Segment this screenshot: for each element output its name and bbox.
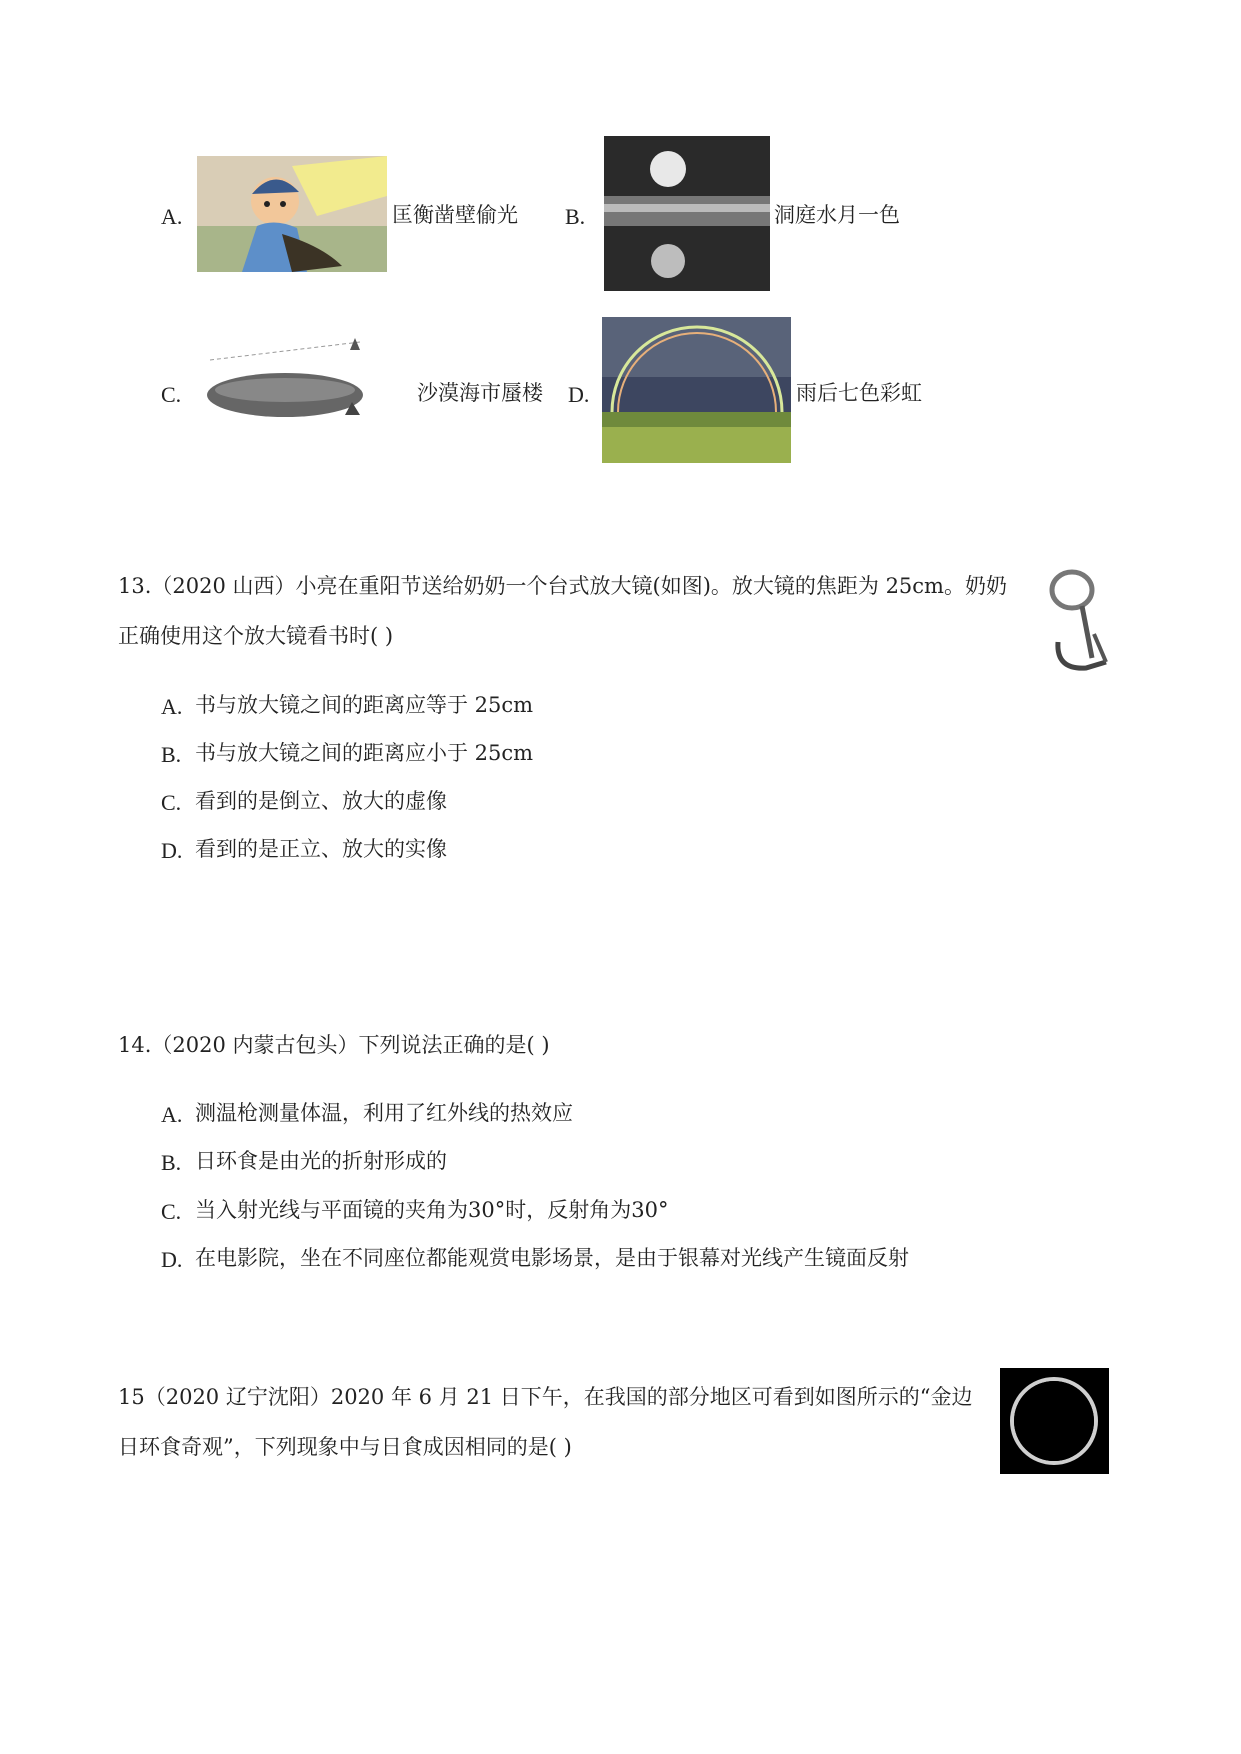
q12-option-d-image [602,317,791,463]
q12-option-d-letter: D. [568,382,590,407]
q12-option-a-letter: A. [161,204,183,229]
q13-option-d-text: 看到的是正立、放大的实像 [195,837,447,861]
q12-option-a-image [197,156,387,272]
q13-option-c-letter: C. [161,790,182,815]
q12-option-c-text: 沙漠海市蜃楼 [417,381,543,405]
q14-option-c-text: 当入射光线与平面镜的夹角为30°时，反射角为30° [195,1198,669,1222]
q12-option-b-image [604,136,770,291]
q14-option-a-text: 测温枪测量体温，利用了红外线的热效应 [195,1101,573,1125]
q14-option-c-letter: C. [161,1199,182,1224]
q15-solar-eclipse-image [1000,1368,1109,1474]
q13-stem-line2: 正确使用这个放大镜看书时( ) [118,624,394,648]
q14-option-d-letter: D. [161,1247,183,1272]
q12-option-a-text: 匡衡凿壁偷光 [392,203,518,227]
q13-option-a-text: 书与放大镜之间的距离应等于 25cm [195,693,534,717]
q13-option-a-letter: A. [161,694,183,719]
q15-stem-line1: 15（2020 辽宁沈阳）2020 年 6 月 21 日下午，在我国的部分地区可看到如图所示的“金边 [118,1385,973,1409]
q14-option-b-letter: B. [161,1150,182,1175]
q14-option-b-text: 日环食是由光的折射形成的 [195,1149,447,1173]
q13-option-b-letter: B. [161,742,182,767]
q14-stem: 14.（2020 内蒙古包头）下列说法正确的是( ) [118,1033,550,1057]
q12-option-c-image [190,330,390,460]
q13-magnifier-image [1048,562,1112,676]
q13-stem-line1: 13.（2020 山西）小亮在重阳节送给奶奶一个台式放大镜(如图)。放大镜的焦距为 25cm。奶奶 [118,574,1007,598]
q15-stem-line2: 日环食奇观”，下列现象中与日食成因相同的是( ) [118,1435,572,1459]
q13-option-d-letter: D. [161,838,183,863]
q13-option-c-text: 看到的是倒立、放大的虚像 [195,789,447,813]
q12-option-b-text: 洞庭水月一色 [774,203,900,227]
q12-option-d-text: 雨后七色彩虹 [796,381,922,405]
q14-option-d-text: 在电影院，坐在不同座位都能观赏电影场景，是由于银幕对光线产生镜面反射 [195,1246,909,1270]
q13-option-b-text: 书与放大镜之间的距离应小于 25cm [195,741,534,765]
q12-option-c-letter: C. [161,382,182,407]
q12-option-b-letter: B. [565,204,586,229]
q14-option-a-letter: A. [161,1102,183,1127]
